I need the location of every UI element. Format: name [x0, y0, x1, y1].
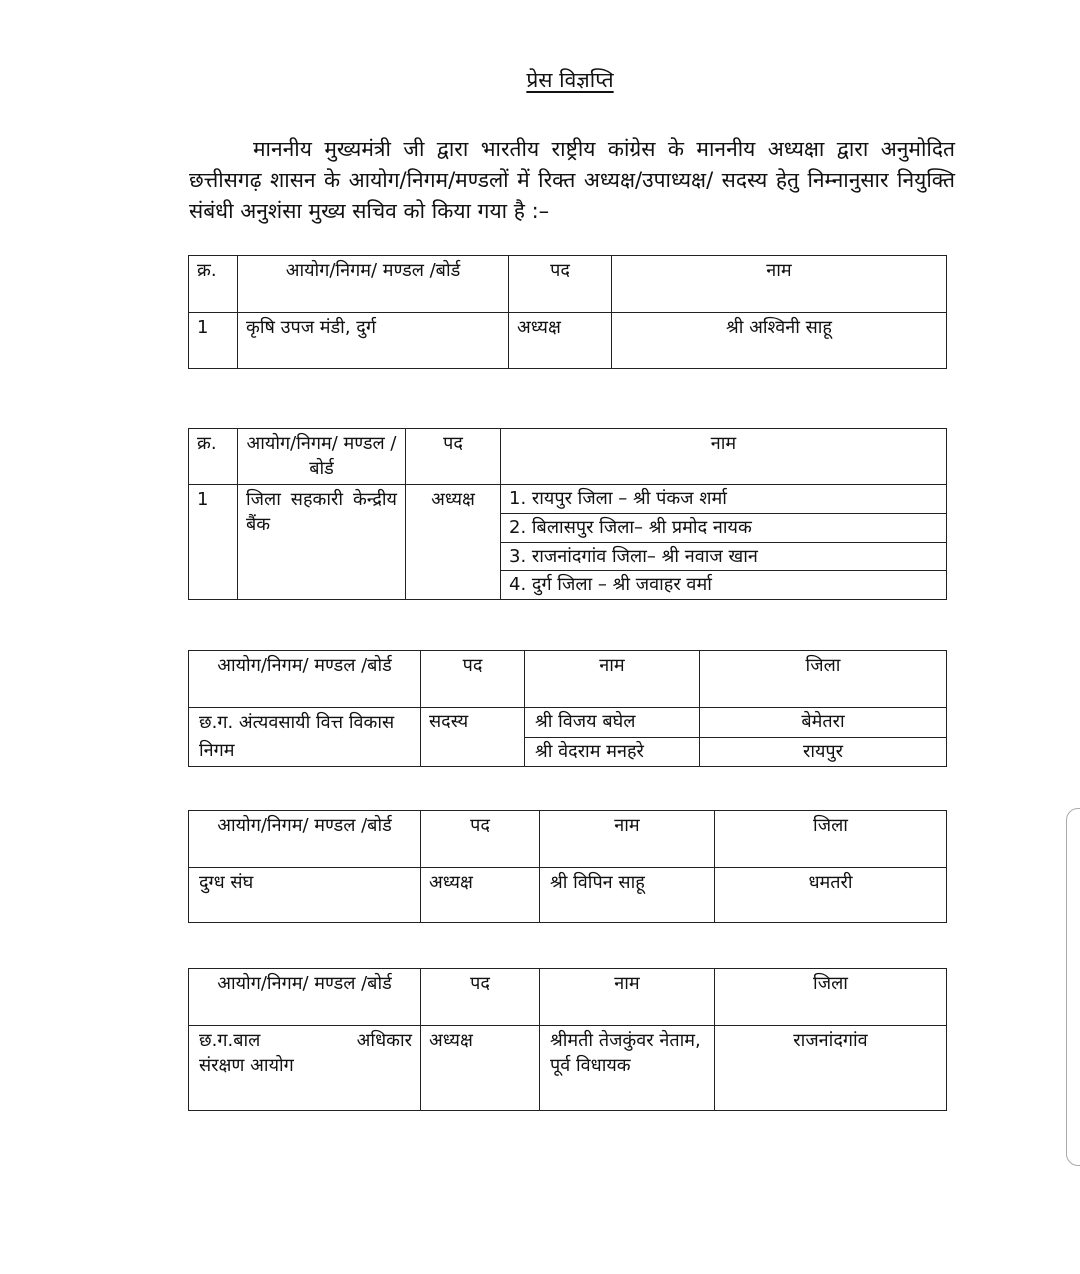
cell-name: 2. बिलासपुर जिला– श्री प्रमोद नायक	[501, 514, 947, 543]
table-header-row	[189, 811, 947, 868]
header-post: पद	[421, 651, 525, 708]
cell-post: सदस्य	[421, 708, 525, 767]
cell-body: जिला सहकारी केन्द्रीय बैंक	[238, 485, 406, 600]
table-header-row	[189, 651, 947, 708]
cell-body: दुग्ध संघ	[189, 868, 421, 923]
cell-sno: 1	[189, 485, 238, 600]
table-header-row	[189, 256, 947, 313]
table-row	[189, 1026, 947, 1111]
header-name: नाम	[612, 256, 947, 313]
header-name: नाम	[525, 651, 700, 708]
cell-district: धमतरी	[715, 868, 947, 923]
side-panel-handle[interactable]	[1066, 808, 1080, 1166]
cell-district: बेमेतरा	[700, 708, 947, 738]
page-title: प्रेस विज्ञप्ति	[526, 68, 614, 92]
cell-name: 4. दुर्ग जिला – श्री जवाहर वर्मा	[501, 571, 947, 600]
table-row	[189, 708, 947, 738]
appointment-table-2	[188, 428, 947, 600]
cell-body-line1-left: छ.ग.बाल	[199, 1030, 261, 1051]
appointment-table-4	[188, 810, 947, 923]
header-post: पद	[421, 811, 540, 868]
header-name: नाम	[501, 429, 947, 485]
appointment-table-1	[188, 255, 947, 369]
cell-post: अध्यक्ष	[406, 485, 501, 600]
cell-district: राजनांदगांव	[715, 1026, 947, 1111]
header-sno: क्र.	[189, 256, 238, 313]
header-district: जिला	[715, 811, 947, 868]
table-header-row	[189, 429, 947, 485]
header-body: आयोग/निगम/ मण्डल /बोर्ड	[189, 969, 421, 1026]
cell-sno: 1	[189, 313, 238, 369]
cell-post: अध्यक्ष	[421, 868, 540, 923]
header-post: पद	[509, 256, 612, 313]
header-body: आयोग/निगम/ मण्डल /बोर्ड	[189, 811, 421, 868]
cell-post: अध्यक्ष	[421, 1026, 540, 1111]
table-row	[189, 485, 947, 514]
cell-body-line1	[199, 1028, 412, 1053]
cell-district: रायपुर	[700, 738, 947, 767]
table-row	[189, 313, 947, 369]
cell-body-line2: संरक्षण आयोग	[199, 1055, 294, 1076]
table-header-row	[189, 969, 947, 1026]
cell-name: श्रीमती तेजकुंवर नेताम, पूर्व विधायक	[540, 1026, 715, 1111]
cell-body: छ.ग. अंत्यवसायी वित्त विकास निगम	[189, 708, 421, 767]
header-body: आयोग/निगम/ मण्डल /बोर्ड	[238, 429, 406, 485]
cell-body	[189, 1026, 421, 1111]
header-district: जिला	[700, 651, 947, 708]
header-body: आयोग/निगम/ मण्डल /बोर्ड	[238, 256, 509, 313]
cell-name: श्री विपिन साहू	[540, 868, 715, 923]
cell-name: 1. रायपुर जिला – श्री पंकज शर्मा	[501, 485, 947, 514]
table-row	[189, 868, 947, 923]
intro-paragraph: माननीय मुख्यमंत्री जी द्वारा भारतीय राष्ट्रीय कांग्रेस के माननीय अध्यक्षा द्वारा अनुमोदित छत्तीसगढ़ शासन के आयोग/निगम/मण्डलों में रिक्त अध्यक्ष/उपाध्यक्ष/ सदस्य हेतु निम्नानुसार नियुक्ति संबंधी अनुशंसा मुख्य सचिव को किया गया है :–	[189, 137, 955, 223]
cell-body: कृषि उपज मंडी, दुर्ग	[238, 313, 509, 369]
cell-name: श्री विजय बघेल	[525, 708, 700, 738]
appointment-table-3	[188, 650, 947, 767]
cell-post: अध्यक्ष	[509, 313, 612, 369]
header-body: आयोग/निगम/ मण्डल /बोर्ड	[189, 651, 421, 708]
cell-name: श्री अश्विनी साहू	[612, 313, 947, 369]
header-sno: क्र.	[189, 429, 238, 485]
header-name: नाम	[540, 811, 715, 868]
header-post: पद	[421, 969, 540, 1026]
header-post: पद	[406, 429, 501, 485]
cell-name: 3. राजनांदगांव जिला– श्री नवाज खान	[501, 543, 947, 571]
cell-name: श्री वेदराम मनहरे	[525, 738, 700, 767]
header-district: जिला	[715, 969, 947, 1026]
appointment-table-5	[188, 968, 947, 1111]
header-name: नाम	[540, 969, 715, 1026]
cell-body-line1-right: अधिकार	[356, 1030, 412, 1051]
